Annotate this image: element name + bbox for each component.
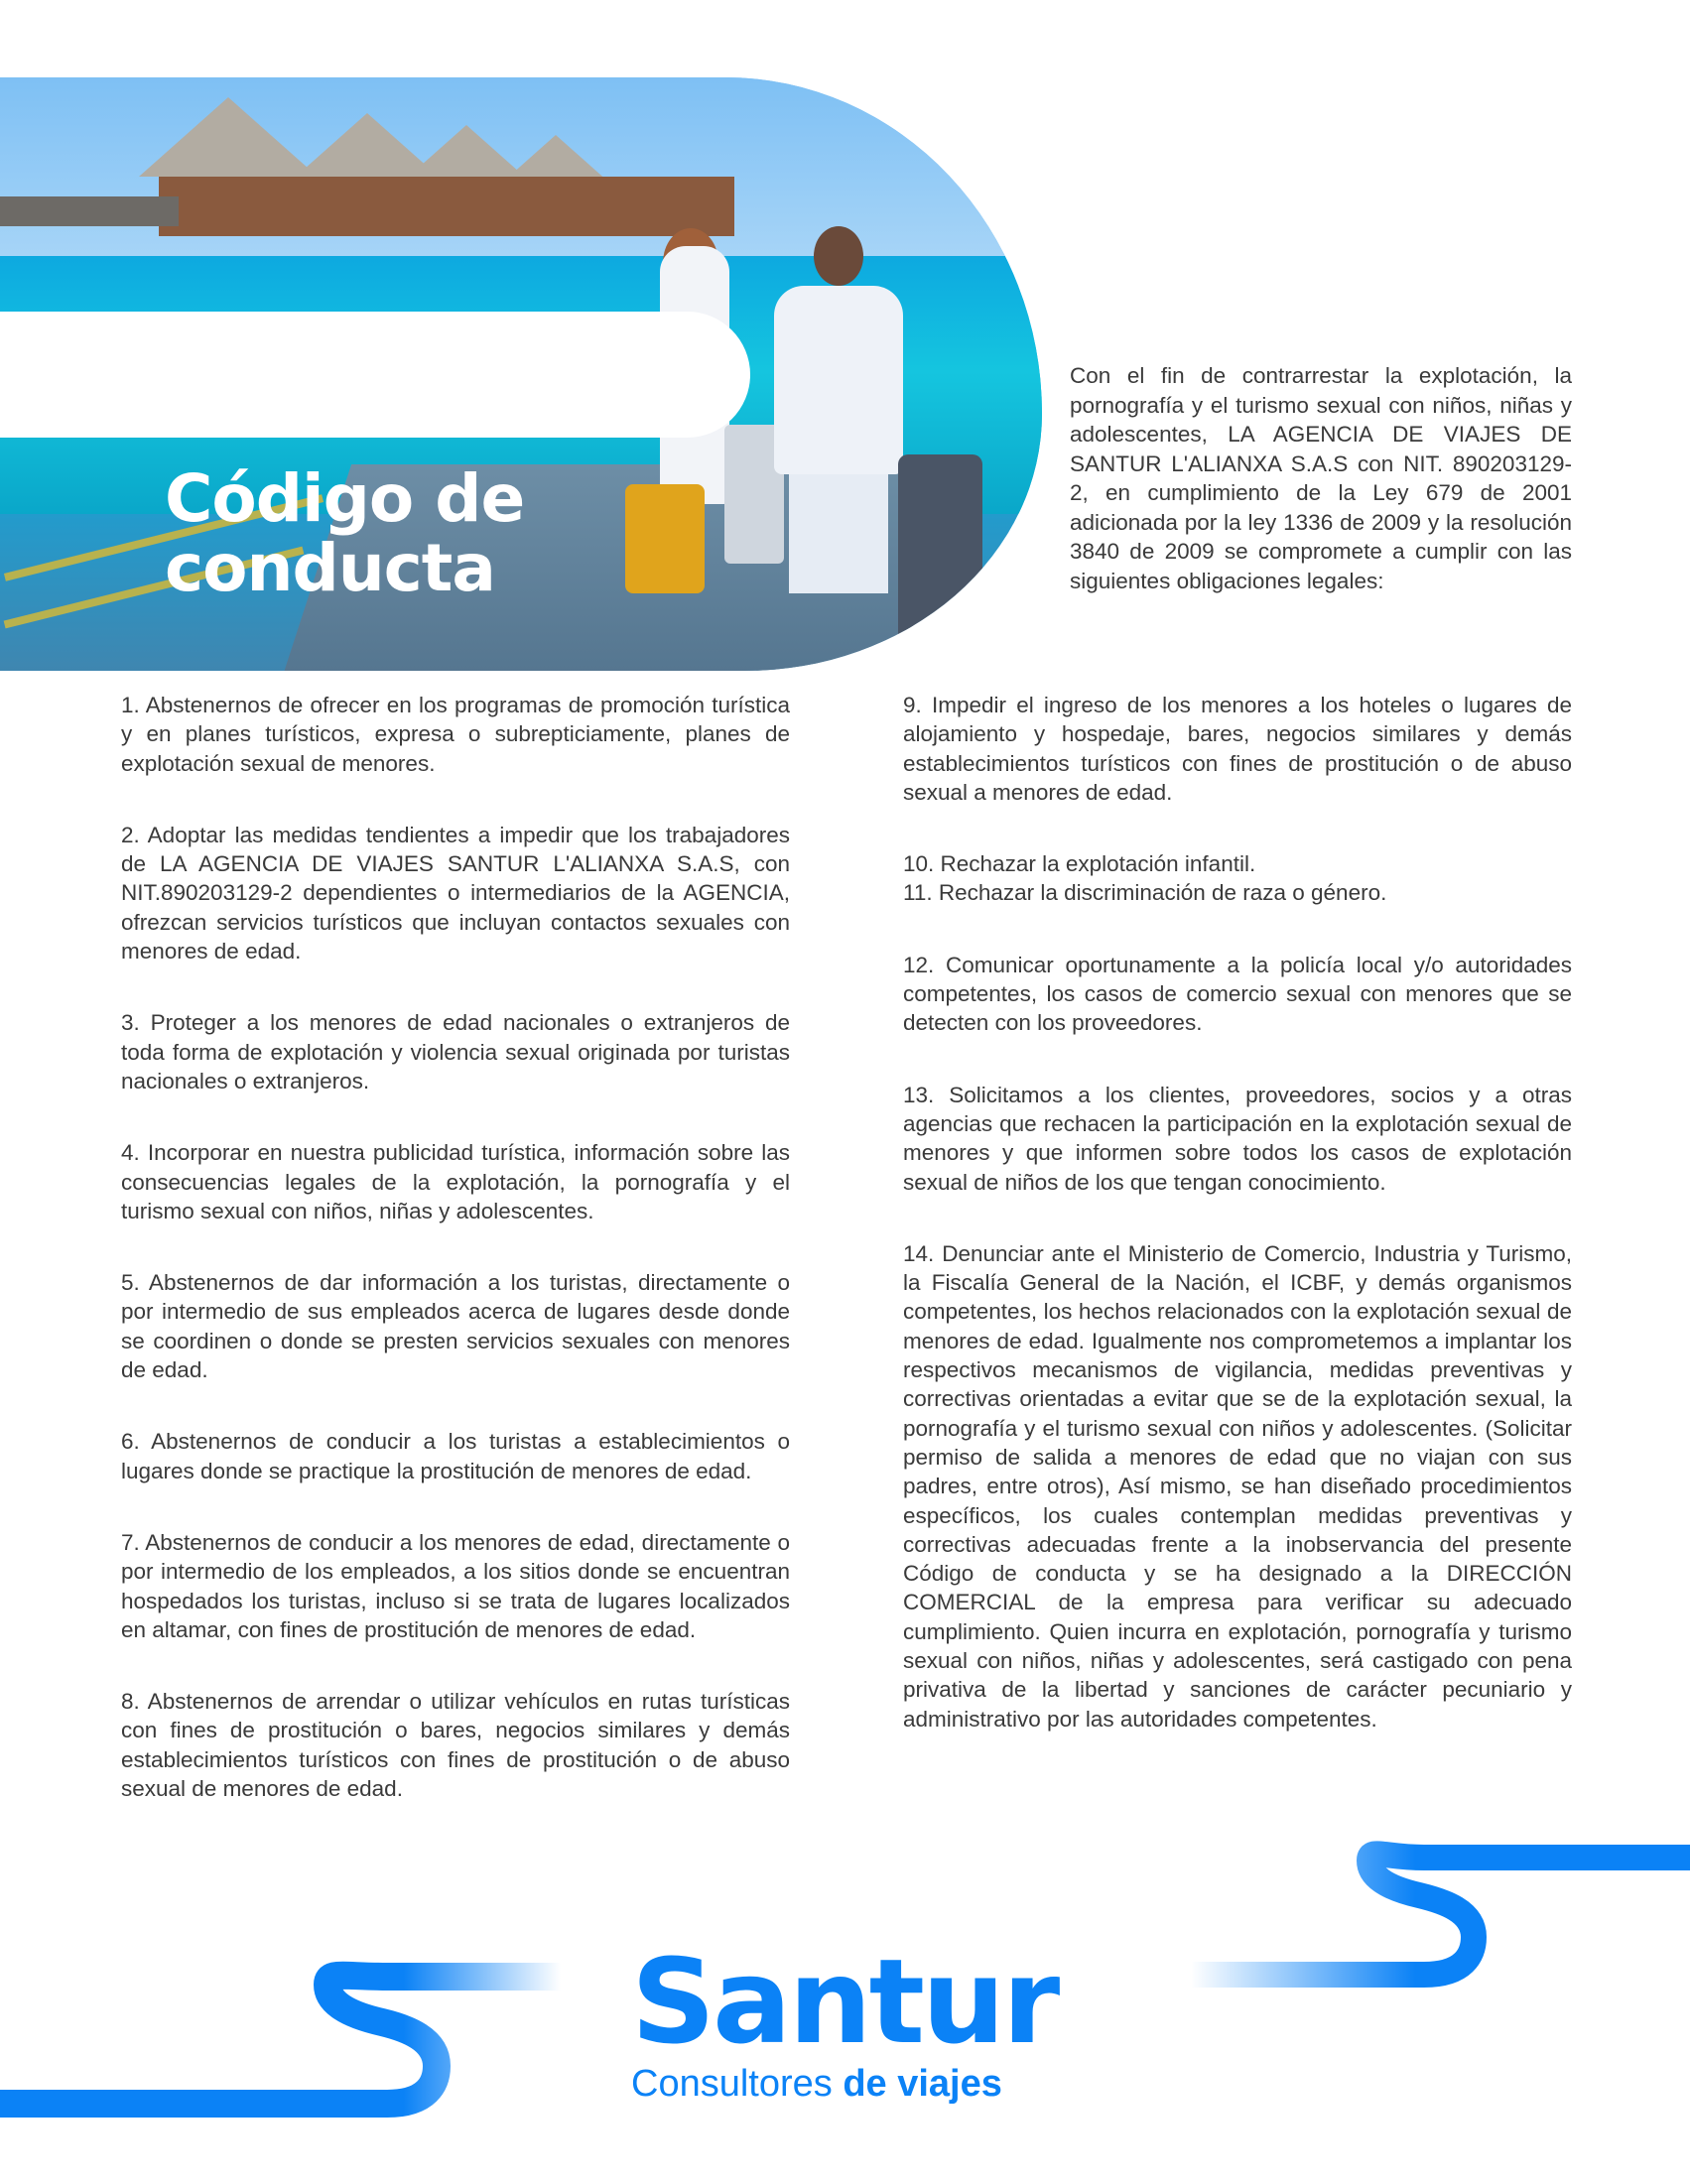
obligation-item: 6. Abstenernos de conducir a los turistas a establecimientos o lugares donde se practique la prostitución de menores de edad.	[121, 1429, 790, 1483]
obligation-item: 1. Abstenernos de ofrecer en los programas de promoción turística y en planes turísticos, expresa o subrepticiamente, planes de explotación sexual de menores.	[121, 693, 790, 776]
santur-logo	[631, 1933, 1068, 2105]
page-title	[165, 460, 525, 606]
logo-tagline-bold: de viajes	[843, 2063, 1002, 2105]
hero-cutout-band	[0, 312, 750, 438]
man-figure	[774, 286, 903, 474]
obligation-item: 13. Solicitamos a los clientes, proveedores, socios y a otras agencias que rechacen la participación en la explotación sexual de menores y que informen sobre todos los casos de explotación sexual de niños de los que tengan conocimiento.	[903, 1082, 1572, 1195]
logo-tagline	[631, 2064, 1002, 2104]
obligation-item: 10. Rechazar la explotación infantil.	[903, 851, 1256, 877]
obligations-left-column	[121, 691, 790, 1846]
bungalow-row	[159, 177, 734, 236]
obligation-item: 8. Abstenernos de arrendar o utilizar vehículos en rutas turísticas con fines de prostitución o bares, negocios similares y demás establecimientos turísticos con fines de prostitución o de abuso sexual de menores de edad.	[121, 1689, 790, 1802]
logo-tagline-regular: Consultores	[631, 2063, 833, 2105]
obligation-item: 11. Rechazar la discriminación de raza o género.	[903, 880, 1387, 906]
yellow-suitcase	[625, 484, 705, 593]
grey-suitcase	[898, 454, 982, 653]
obligation-item: 7. Abstenernos de conducir a los menores de edad, directamente o por intermedio de los empleados, a los sitios donde se encuentran hospedados los turistas, incluso si se trata de lugares localizados en altamar, con fines de prostitución de menores de edad.	[121, 1529, 790, 1642]
obligation-item: 5. Abstenernos de dar información a los turistas, directamente o por intermedio de sus empleados acerca de lugares desde donde se coordinen o donde se presten servicios sexuales con menores de edad.	[121, 1270, 790, 1383]
right-swoosh-decoration	[1171, 1826, 1690, 2004]
obligation-item: 4. Incorporar en nuestra publicidad turística, información sobre las consecuencias legales de la explotación, la pornografía y el turismo sexual con niños, niñas y adolescentes.	[121, 1140, 790, 1223]
obligations-right-column	[903, 691, 1572, 1776]
left-swoosh-decoration	[0, 1945, 576, 2133]
man-figure-shorts	[789, 474, 888, 593]
obligation-item: 12. Comunicar oportunamente a la policía local y/o autoridades competentes, los casos de comercio sexual con menores que se detecten con los proveedores.	[903, 952, 1572, 1036]
page-title-line-1: Código de	[165, 460, 525, 537]
obligation-item: 3. Proteger a los menores de edad nacionales o extranjeros de toda forma de explotación y violencia sexual originada por turistas nacionales o extranjeros.	[121, 1010, 790, 1093]
obligation-item: 14. Denunciar ante el Ministerio de Comercio, Industria y Turismo, la Fiscalía General de la Nación, el ICBF, y demás organismos competentes, los hechos relacionados con la explotación sexual de menores de edad. Igualmente nos comprometemos a implantar los respectivos mecanismos de vigilancia, medidas preventivas y correctivas orientadas a evitar que se de la explotación sexual, la pornografía y el turismo sexual con niños y adolescentes. (Solicitar permiso de salida a menores de edad que no viajan con sus padres, entre otros), Así mismo, se han diseñado procedimientos específicos, los cuales contemplan medidas preventivas y correctivas adecuadas frente a la inobservancia del presente Código de conducta y se ha designado a la DIRECCIÓN COMERCIAL de la empresa para verificar su adecuado cumplimiento. Quien incurra en explotación, pornografía y turismo sexual con niños, niñas y adolescentes, será castigado con pena privativa de la libertad y sanciones de carácter pecuniario y administrativo por las autoridades competentes.	[903, 1240, 1572, 1732]
intro-paragraph: Con el fin de contrarrestar la explotación, la pornografía y el turismo sexual con niños, niñas y adolescentes, LA AGENCIA DE VIAJES DE SANTUR L'ALIANXA S.A.S con NIT. 890203129-2, en cumplimiento de la Ley 679 de 2001 adicionada por la ley 1336 de 2009 y la resolución 3840 de 2009 se compromete a cumplir con las siguientes obligaciones legales:	[1070, 363, 1572, 593]
man-figure-head	[814, 226, 863, 286]
obligation-item: 9. Impedir el ingreso de los menores a los hoteles o lugares de alojamiento y hospedaje, bares, negocios similares y demás establecimientos turísticos con fines de prostitución o de abuso sexual a menores de edad.	[903, 693, 1572, 805]
page-title-line-2: conducta	[165, 530, 495, 606]
obligation-item: 2. Adoptar las medidas tendientes a impedir que los trabajadores de LA AGENCIA DE VIAJES SANTUR L'ALIANXA S.A.S, con NIT.890203129-2 dependientes o intermediarios de la AGENCIA, ofrezcan servicios turísticos que incluyan contactos sexuales con menores de edad.	[121, 822, 790, 964]
logo-wordmark: Santur	[631, 1933, 1058, 2070]
bungalow-far	[0, 196, 179, 226]
